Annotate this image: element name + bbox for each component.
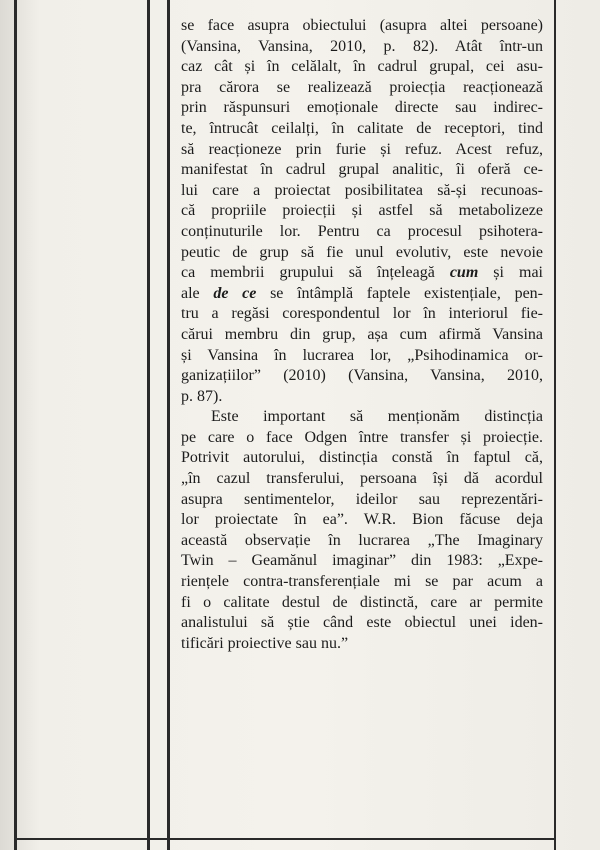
text-line: pe care o face Odgen între transfer și proiecție. [181, 428, 543, 446]
text-line: cărui membru din grup, așa cum afirmă Vansina [181, 325, 543, 343]
text-line: această observație în lucrarea „The Imaginary [181, 531, 543, 549]
text-line: (Vansina, Vansina, 2010, p. 82). Atât într-un [181, 37, 543, 55]
text-line: se face asupra obiectului (asupra altei persoane) [181, 17, 543, 34]
text-line: că propriile proiecții și astfel să metabolizeze [181, 202, 543, 220]
text-line: tificări proiective sau nu.” [181, 634, 349, 652]
emphasized-word: cum [449, 264, 479, 282]
column-divider-1 [147, 0, 150, 850]
column-divider-2 [167, 0, 170, 850]
text-line: Potrivit autorului, distincția constă în faptul că, [181, 449, 543, 467]
text-segment: și mai [478, 264, 543, 282]
text-line: asupra sentimentelor, ideilor sau reprezentări- [181, 490, 543, 508]
text-line: fi o calitate destul de distinctă, care ar permite [181, 593, 543, 611]
text-segment: ale [181, 284, 214, 302]
text-segment: ca membrii grupului să înțeleagă [181, 264, 450, 282]
text-line [181, 284, 543, 305]
text-line [181, 263, 543, 284]
table-left-border [14, 0, 17, 850]
text-line: lui care a proiectat posibilitatea să-și recunoas- [181, 181, 543, 199]
text-line: și Vansina în lucrarea lor, „Psihodinamica or- [181, 346, 543, 364]
text-line: riențele contra-transferențiale mi se par acum a [181, 573, 543, 591]
text-line: p. 87). [181, 387, 223, 405]
text-line: tru a regăsi corespondentul lor în interiorul fie- [181, 305, 543, 323]
text-line: pra cărora se realizează proiecția reacționează [181, 78, 543, 96]
text-line: peutic de grup să fie unul evolutiv, este nevoie [181, 243, 543, 261]
text-line: caz cât și în celălalt, în cadrul grupal, cei asu- [181, 58, 543, 76]
text-line: Este important să menționăm distincția [211, 408, 543, 426]
text-line: analistului să știe când este obiectul unei iden- [181, 614, 543, 632]
text-line: ganizațiilor” (2010) (Vansina, Vansina, 2010, [181, 367, 543, 385]
text-line: te, întrucât ceilalți, în calitate de receptori, tind [181, 119, 543, 137]
text-line: conținuturile lor. Pentru ca procesul psihotera- [181, 222, 543, 240]
text-line: prin răspunsuri emoționale directe sau indirec- [181, 99, 543, 117]
text-line: să reacționeze prin furie și refuz. Acest refuz, [181, 140, 543, 158]
body-text-column [181, 16, 543, 654]
text-line: Twin – Geamănul imaginar” din 1983: „Expe- [181, 552, 543, 570]
text-line: lor proiectate în ea”. W.R. Bion făcuse deja [181, 511, 543, 529]
text-line: „în cazul transferului, persoana își dă acordul [181, 470, 543, 488]
text-line: manifestat în cadrul grupal analitic, îi oferă ce- [181, 161, 543, 179]
table-bottom-border [14, 838, 556, 840]
emphasized-word: de ce [213, 284, 257, 302]
table-right-border [554, 0, 556, 850]
text-segment: se întâmplă faptele existențiale, pen- [256, 284, 544, 302]
